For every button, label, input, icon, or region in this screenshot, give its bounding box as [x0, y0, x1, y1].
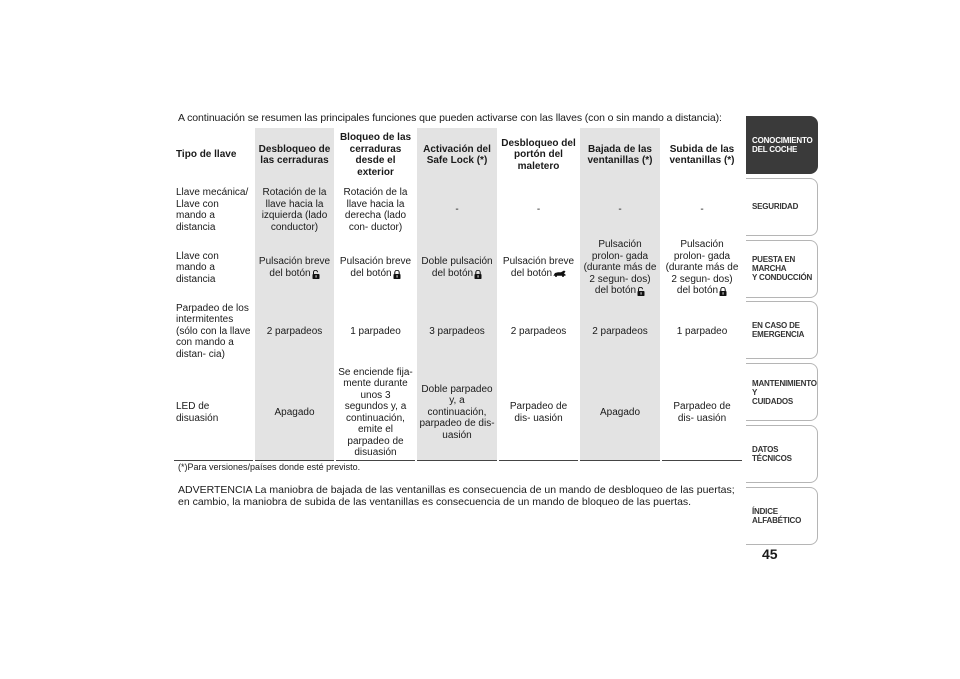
trunk-icon [553, 270, 566, 277]
cell-text: Doble pulsación del botón [421, 256, 493, 279]
lock-icon [474, 270, 482, 279]
cell-text: Pulsación prolon- gada (durante más de 2 segun- dos) del botón [665, 239, 739, 296]
table-cell: 3 parpadeos [416, 298, 498, 366]
table-cell: 2 parpadeos [498, 298, 579, 366]
tab-en-caso-de-emergencia[interactable] [746, 301, 818, 359]
tab-label: ÍNDICE ALFABÉTICO [752, 506, 802, 525]
tab-label: CUIDADOS [752, 396, 794, 406]
table-cell: 2 parpadeos [254, 298, 335, 366]
table-cell: Rotación de la llave hacia la izquierda (lado conductor) [254, 182, 335, 238]
table-cell [254, 238, 335, 298]
table-cell: 2 parpadeos [579, 298, 661, 366]
chapter-tabs [746, 116, 818, 549]
table-cell: - [416, 182, 498, 238]
row-label: Llave mecánica/ Llave con mando a distancia [176, 187, 249, 233]
footnote: (*)Para versiones/países donde esté previsto. [178, 462, 361, 472]
cell-text: Pulsación breve del botón [502, 256, 575, 279]
cell-text: Pulsación breve del botón [258, 256, 331, 279]
tab-label: DATOS TÉCNICOS [752, 444, 792, 463]
header-lock: Bloqueo de las cerraduras desde el exterior [335, 128, 416, 182]
row-label: LED de disuasión [174, 366, 254, 461]
header-windows-up: Subida de las ventanillas (*) [661, 128, 742, 182]
warning-text: ADVERTENCIA La maniobra de bajada de las ventanillas es consecuencia de un mando de desbloqueo de las puertas; en cambio, la maniobra de subida de las ventanillas es consecuencia de un mando de bloqueo de las puertas. [178, 484, 735, 508]
table-cell: - [579, 182, 661, 238]
table-cell: - [498, 182, 579, 238]
page-number: 45 [762, 546, 778, 562]
table-cell [335, 238, 416, 298]
row-label: Parpadeo de los intermitentes (sólo con la llave con mando a distan- cia) [176, 302, 251, 360]
table-cell [661, 238, 742, 298]
unlock-icon [637, 287, 645, 296]
table-cell: - [661, 182, 742, 238]
table-cell [498, 238, 579, 298]
tab-seguridad[interactable] [746, 178, 818, 236]
table-cell: 1 parpadeo [335, 298, 416, 366]
cell-text: Pulsación prolon- gada (durante más de 2 segun- dos) del botón [583, 239, 657, 296]
tab-conocimiento-del-coche[interactable] [746, 116, 818, 174]
tab-label: DEL COCHE [752, 145, 798, 154]
tab-label: EN CASO DE [752, 321, 800, 331]
table-cell: Apagado [254, 366, 335, 461]
table-row [174, 298, 742, 366]
table-cell: Rotación de la llave hacia la derecha (lado con- ductor) [335, 182, 416, 238]
table-row [174, 366, 742, 461]
header-windows-down: Bajada de las ventanillas (*) [579, 128, 661, 182]
lock-icon [393, 270, 401, 279]
tab-mantenimiento[interactable] [746, 363, 818, 421]
tab-label: MANTENIMIENTO Y [752, 378, 817, 397]
table-row [174, 182, 742, 238]
header-trunk-unlock: Desbloqueo del portón del maletero [498, 128, 579, 182]
lock-icon [719, 287, 727, 296]
tab-label: Y CONDUCCIÓN [752, 273, 813, 283]
table-cell: 1 parpadeo [661, 298, 742, 366]
table-cell: Apagado [579, 366, 661, 461]
table-header-row [174, 128, 742, 182]
tab-datos-tecnicos[interactable] [746, 425, 818, 483]
table-cell: Doble parpadeo y, a continuación, parpadeo de dis- uasión [416, 366, 498, 461]
tab-label: SEGURIDAD [752, 202, 799, 212]
tab-label: CONOCIMIENTO [752, 136, 813, 145]
intro-text: A continuación se resumen las principales funciones que pueden activarse con las llaves (con o sin mando a distancia): [178, 112, 722, 124]
row-label: Llave con mando a distancia [176, 250, 219, 285]
tab-puesta-en-marcha[interactable] [746, 240, 818, 298]
unlock-icon [312, 270, 320, 279]
key-functions-table [174, 128, 742, 461]
table-row [174, 238, 742, 298]
table-cell: Parpadeo de dis- uasión [498, 366, 579, 461]
table-cell: Se enciende fija- mente durante unos 3 segundos y, a continuación, emite el parpadeo de disuasión [335, 366, 416, 461]
table-cell: Parpadeo de dis- uasión [661, 366, 742, 461]
tab-label: PUESTA EN MARCHA [752, 255, 796, 274]
header-unlock: Desbloqueo de las cerraduras [254, 128, 335, 182]
table-cell [579, 238, 661, 298]
tab-label: EMERGENCIA [752, 330, 805, 340]
table-cell [416, 238, 498, 298]
tab-indice-alfabetico[interactable] [746, 487, 818, 545]
header-safe-lock: Activación del Safe Lock (*) [416, 128, 498, 182]
cell-text: Pulsación breve del botón [339, 256, 412, 279]
header-key-type: Tipo de llave [174, 128, 254, 182]
